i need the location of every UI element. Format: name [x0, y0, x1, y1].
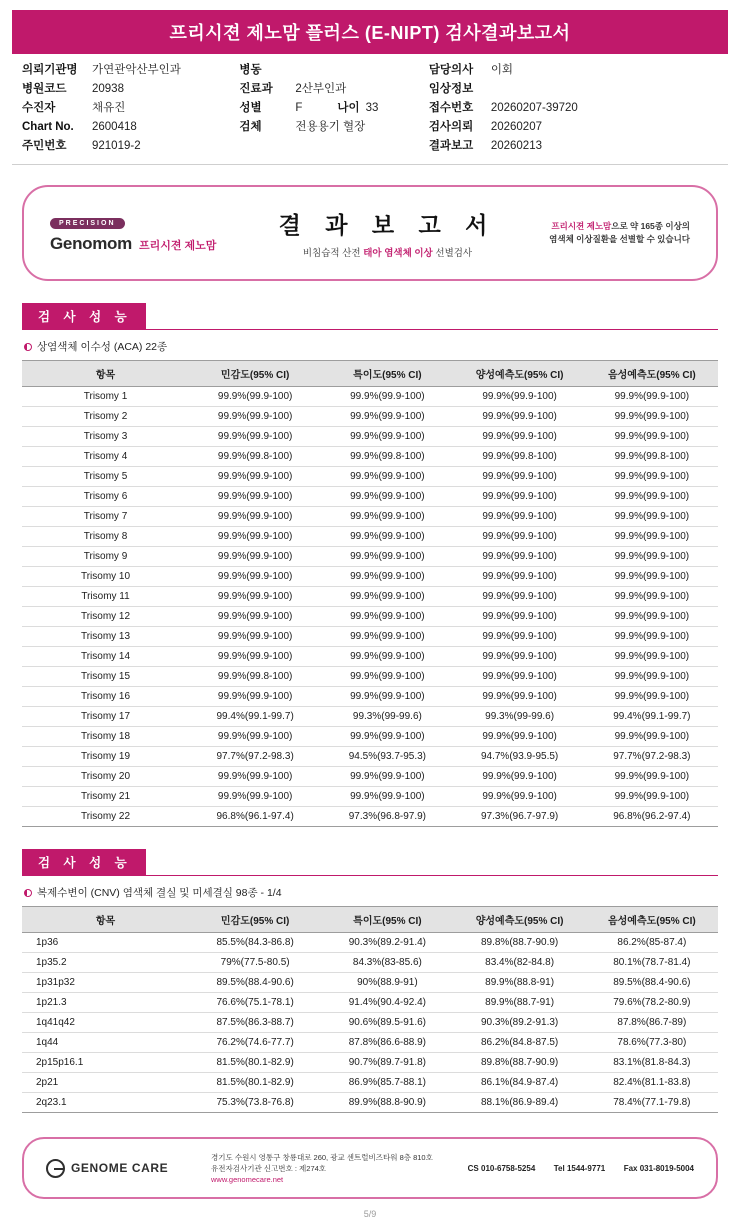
fax-value: 031-8019-5004: [639, 1163, 694, 1173]
column-header-npv: 음성예측도(95% CI): [586, 907, 718, 933]
section-title-aca: 검 사 성 능: [22, 303, 146, 329]
cell-ppv: 99.9%(99.9-100): [454, 427, 586, 447]
patient-field-institution: [22, 62, 239, 78]
table-row: [22, 727, 718, 747]
field-value: 20938: [92, 83, 124, 95]
cell-npv: 99.9%(99.9-100): [586, 787, 718, 807]
website-link[interactable]: www.genomecare.net: [211, 1174, 284, 1184]
cell-ppv: 99.9%(99.9-100): [454, 567, 586, 587]
cell-npv: 99.4%(99.1-99.7): [586, 707, 718, 727]
field-value: 이회: [490, 64, 514, 76]
cell-ppv: 99.9%(99.9-100): [454, 547, 586, 567]
field-value: 20260207: [490, 121, 542, 133]
cell-specificity: 91.4%(90.4-92.4): [321, 993, 453, 1013]
cell-item: 1p31p32: [22, 973, 189, 993]
cell-sensitivity: 99.9%(99.9-100): [189, 387, 321, 407]
cell-sensitivity: 99.4%(99.1-99.7): [189, 707, 321, 727]
coverage-note: [510, 220, 690, 246]
table-row: [22, 607, 718, 627]
table-row: [22, 567, 718, 587]
cell-item: 1q44: [22, 1033, 189, 1053]
cs-label: CS: [467, 1163, 479, 1173]
table-row: [22, 447, 718, 467]
cell-npv: 99.9%(99.8-100): [586, 447, 718, 467]
cell-ppv: 97.3%(96.7-97.9): [454, 807, 586, 827]
cell-specificity: 90.6%(89.5-91.6): [321, 1013, 453, 1033]
patient-field-accession-no: [429, 100, 718, 116]
cell-ppv: 99.9%(99.9-100): [454, 587, 586, 607]
field-label: 성별: [239, 102, 262, 114]
column-header-npv: 음성예측도(95% CI): [586, 361, 718, 387]
cell-npv: 80.1%(78.7-81.4): [586, 953, 718, 973]
section-note-cnv: [24, 885, 718, 900]
section-note-aca: [24, 339, 718, 354]
page-title: 프리시젼 제노맘 플러스 (E-NIPT) 검사결과보고서: [12, 10, 728, 54]
cell-specificity: 99.9%(99.9-100): [321, 647, 453, 667]
report-title-card: [22, 185, 718, 281]
table-row: [22, 933, 718, 953]
patient-info-column-1: [22, 62, 239, 154]
cell-ppv: 99.9%(99.9-100): [454, 507, 586, 527]
table-body-cnv: [22, 933, 718, 1113]
field-label: Chart No.: [22, 121, 74, 133]
field-value: 가연관악산부인과: [92, 64, 181, 76]
patient-field-doctor: [429, 62, 718, 78]
table-row: [22, 547, 718, 567]
cell-sensitivity: 81.5%(80.1-82.9): [189, 1073, 321, 1093]
table-row: [22, 387, 718, 407]
patient-info-column-2: [239, 62, 428, 154]
coverage-note-brand: 프리시젼 제노맘: [551, 221, 612, 231]
cell-npv: 99.9%(99.9-100): [586, 387, 718, 407]
tel-label: Tel: [553, 1163, 565, 1173]
cell-npv: 99.9%(99.9-100): [586, 587, 718, 607]
table-row: [22, 407, 718, 427]
cell-ppv: 89.8%(88.7-90.9): [454, 933, 586, 953]
table-row: [22, 707, 718, 727]
field-label: 담당의사: [428, 64, 474, 76]
cell-npv: 99.9%(99.9-100): [586, 607, 718, 627]
cell-npv: 99.9%(99.9-100): [586, 467, 718, 487]
cell-specificity: 99.9%(99.8-100): [321, 447, 453, 467]
field-label: 주민번호: [22, 140, 67, 152]
cell-sensitivity: 99.9%(99.9-100): [189, 727, 321, 747]
field-label: 의뢰기관명: [22, 64, 78, 76]
cell-npv: 99.9%(99.9-100): [586, 427, 718, 447]
table-header-row: [22, 361, 718, 387]
bullet-icon: [24, 889, 32, 897]
field-label: 수진자: [22, 102, 56, 114]
cs-value: 010-6758-5254: [481, 1163, 536, 1173]
cell-specificity: 97.3%(96.8-97.9): [321, 807, 453, 827]
report-sub-suffix: 선별검사: [432, 248, 473, 259]
cell-sensitivity: 99.9%(99.9-100): [189, 607, 321, 627]
field-label: 병동: [239, 64, 262, 76]
cell-item: 2p15p16.1: [22, 1053, 189, 1073]
cell-npv: 99.9%(99.9-100): [586, 407, 718, 427]
table-row: [22, 1053, 718, 1073]
report-subheading: [265, 245, 510, 259]
cell-item: Trisomy 13: [22, 627, 189, 647]
cell-ppv: 99.3%(99-99.6): [454, 707, 586, 727]
cell-ppv: 99.9%(99.9-100): [454, 527, 586, 547]
cell-npv: 97.7%(97.2-98.3): [586, 747, 718, 767]
cell-item: Trisomy 16: [22, 687, 189, 707]
patient-info-column-3: [429, 62, 718, 154]
cell-sensitivity: 99.9%(99.9-100): [189, 787, 321, 807]
column-header-ppv: 양성예측도(95% CI): [454, 361, 586, 387]
column-header-sensitivity: 민감도(95% CI): [189, 361, 321, 387]
cell-item: Trisomy 21: [22, 787, 189, 807]
cell-item: Trisomy 19: [22, 747, 189, 767]
cell-ppv: 86.2%(84.8-87.5): [454, 1033, 586, 1053]
cell-sensitivity: 99.9%(99.9-100): [189, 487, 321, 507]
cell-npv: 99.9%(99.9-100): [586, 727, 718, 747]
cell-ppv: 94.7%(93.9-95.5): [454, 747, 586, 767]
cell-ppv: 99.9%(99.9-100): [454, 627, 586, 647]
patient-field-request-date: [429, 119, 718, 135]
cell-sensitivity: 89.5%(88.4-90.6): [189, 973, 321, 993]
patient-field-sex-age: [239, 100, 428, 116]
field-label: 검체: [239, 121, 262, 133]
field-value: 채유진: [92, 102, 126, 114]
cell-sensitivity: 81.5%(80.1-82.9): [189, 1053, 321, 1073]
cell-item: 2q23.1: [22, 1093, 189, 1113]
cell-item: Trisomy 10: [22, 567, 189, 587]
patient-field-report-date: [429, 138, 718, 154]
cell-sensitivity: 85.5%(84.3-86.8): [189, 933, 321, 953]
cell-sensitivity: 99.9%(99.9-100): [189, 527, 321, 547]
cell-sensitivity: 76.2%(74.6-77.7): [189, 1033, 321, 1053]
footer-card: [22, 1137, 718, 1199]
table-header-row: [22, 907, 718, 933]
genome-care-logo: [46, 1159, 211, 1178]
table-cnv: [22, 906, 718, 1113]
footer-contact: [468, 1164, 694, 1173]
cell-sensitivity: 99.9%(99.9-100): [189, 587, 321, 607]
field-value: 2산부인과: [295, 83, 347, 95]
cell-npv: 79.6%(78.2-80.9): [586, 993, 718, 1013]
section-title-cnv: 검 사 성 능: [22, 849, 146, 875]
report-sub-highlight: 태아 염색체 이상: [363, 248, 433, 259]
cell-specificity: 94.5%(93.7-95.3): [321, 747, 453, 767]
cell-item: Trisomy 7: [22, 507, 189, 527]
patient-info-block: [12, 54, 728, 165]
cell-sensitivity: 76.6%(75.1-78.1): [189, 993, 321, 1013]
cell-sensitivity: 99.9%(99.9-100): [189, 767, 321, 787]
cell-sensitivity: 99.9%(99.9-100): [189, 647, 321, 667]
cell-ppv: 89.8%(88.7-90.9): [454, 1053, 586, 1073]
cell-specificity: 99.9%(99.9-100): [321, 767, 453, 787]
address-line-2: 유전자검사기관 신고번호 : 제274호: [211, 1163, 327, 1173]
cell-item: Trisomy 17: [22, 707, 189, 727]
cell-sensitivity: 99.9%(99.9-100): [189, 687, 321, 707]
patient-field-department: [239, 81, 428, 97]
table-row: [22, 1033, 718, 1053]
table-aca: [22, 360, 718, 827]
cell-ppv: 90.3%(89.2-91.3): [454, 1013, 586, 1033]
cell-specificity: 99.9%(99.9-100): [321, 407, 453, 427]
cell-npv: 99.9%(99.9-100): [586, 567, 718, 587]
column-header-sensitivity: 민감도(95% CI): [189, 907, 321, 933]
column-header-item: 항목: [22, 907, 189, 933]
cell-specificity: 99.9%(99.9-100): [321, 567, 453, 587]
section-aca: [22, 303, 718, 827]
cell-sensitivity: 99.9%(99.9-100): [189, 547, 321, 567]
cell-npv: 99.9%(99.9-100): [586, 687, 718, 707]
table-row: [22, 973, 718, 993]
cell-sensitivity: 99.9%(99.9-100): [189, 407, 321, 427]
cell-ppv: 99.9%(99.9-100): [454, 767, 586, 787]
cell-specificity: 89.9%(88.8-90.9): [321, 1093, 453, 1113]
bullet-icon: [24, 343, 32, 351]
section-note-text: 상염색체 이수성 (ACA) 22종: [37, 341, 168, 353]
patient-field-chart-no: [22, 119, 239, 135]
cell-ppv: 86.1%(84.9-87.4): [454, 1073, 586, 1093]
field-value: 20260213: [490, 140, 542, 152]
patient-field-clinical-info: [429, 81, 718, 97]
cell-specificity: 99.9%(99.9-100): [321, 467, 453, 487]
cell-specificity: 99.9%(99.9-100): [321, 627, 453, 647]
table-row: [22, 953, 718, 973]
cell-sensitivity: 99.9%(99.9-100): [189, 567, 321, 587]
cell-sensitivity: 99.9%(99.9-100): [189, 467, 321, 487]
report-page: [0, 10, 740, 1229]
table-row: [22, 687, 718, 707]
cell-item: Trisomy 8: [22, 527, 189, 547]
cell-specificity: 99.9%(99.9-100): [321, 507, 453, 527]
cell-specificity: 99.9%(99.9-100): [321, 687, 453, 707]
precision-badge: PRECISION: [50, 218, 125, 229]
column-header-item: 항목: [22, 361, 189, 387]
patient-field-hospital-code: [22, 81, 239, 97]
fax-label: Fax: [623, 1163, 638, 1173]
cell-ppv: 99.9%(99.9-100): [454, 667, 586, 687]
brand-logo: [50, 212, 265, 254]
tel-value: 1544-9771: [566, 1163, 606, 1173]
cell-npv: 89.5%(88.4-90.6): [586, 973, 718, 993]
cell-specificity: 99.9%(99.9-100): [321, 427, 453, 447]
report-heading: 결 과 보 고 서: [278, 212, 497, 238]
table-row: [22, 647, 718, 667]
cell-npv: 99.9%(99.9-100): [586, 547, 718, 567]
cell-ppv: 99.9%(99.9-100): [454, 647, 586, 667]
cell-ppv: 99.9%(99.9-100): [454, 407, 586, 427]
field-value: 921019-2: [92, 140, 141, 152]
cell-sensitivity: 99.9%(99.8-100): [189, 447, 321, 467]
report-title-center: [265, 207, 510, 259]
field-label: 임상정보: [428, 83, 474, 95]
cell-item: Trisomy 1: [22, 387, 189, 407]
patient-field-specimen: [239, 119, 428, 135]
cell-item: Trisomy 22: [22, 807, 189, 827]
cell-ppv: 99.9%(99.9-100): [454, 607, 586, 627]
cell-item: Trisomy 15: [22, 667, 189, 687]
cell-item: Trisomy 12: [22, 607, 189, 627]
cell-ppv: 89.9%(88.7-91): [454, 993, 586, 1013]
table-row: [22, 747, 718, 767]
field-label: 결과보고: [428, 140, 474, 152]
cell-sensitivity: 99.9%(99.8-100): [189, 667, 321, 687]
cell-sensitivity: 96.8%(96.1-97.4): [189, 807, 321, 827]
cell-ppv: 99.9%(99.8-100): [454, 447, 586, 467]
cell-sensitivity: 99.9%(99.9-100): [189, 427, 321, 447]
table-row: [22, 667, 718, 687]
cell-specificity: 99.9%(99.9-100): [321, 487, 453, 507]
cell-npv: 99.9%(99.9-100): [586, 527, 718, 547]
table-body-aca: [22, 387, 718, 827]
cell-npv: 99.9%(99.9-100): [586, 767, 718, 787]
column-header-ppv: 양성예측도(95% CI): [454, 907, 586, 933]
section-header-aca: [22, 303, 718, 330]
coverage-note-line1: 으로 약 165종 이상의: [611, 221, 690, 231]
cell-item: Trisomy 5: [22, 467, 189, 487]
field-label: 검사의뢰: [428, 121, 474, 133]
patient-field-name: [22, 100, 239, 116]
cell-npv: 83.1%(81.8-84.3): [586, 1053, 718, 1073]
cell-npv: 99.9%(99.9-100): [586, 647, 718, 667]
cell-ppv: 83.4%(82-84.8): [454, 953, 586, 973]
cell-item: Trisomy 11: [22, 587, 189, 607]
cell-specificity: 99.3%(99-99.6): [321, 707, 453, 727]
cell-specificity: 99.9%(99.9-100): [321, 587, 453, 607]
page-number: 5/9: [363, 1209, 377, 1219]
column-header-specificity: 특이도(95% CI): [321, 361, 453, 387]
cell-item: Trisomy 18: [22, 727, 189, 747]
cell-npv: 82.4%(81.1-83.8): [586, 1073, 718, 1093]
table-row: [22, 587, 718, 607]
cell-npv: 99.9%(99.9-100): [586, 487, 718, 507]
table-row: [22, 507, 718, 527]
field-label: 병원코드: [22, 83, 67, 95]
cell-ppv: 99.9%(99.9-100): [454, 467, 586, 487]
cell-npv: 99.9%(99.9-100): [586, 667, 718, 687]
cell-npv: 96.8%(96.2-97.4): [586, 807, 718, 827]
table-row: [22, 1073, 718, 1093]
cell-specificity: 99.9%(99.9-100): [321, 527, 453, 547]
cell-npv: 99.9%(99.9-100): [586, 507, 718, 527]
cell-specificity: 99.9%(99.9-100): [321, 727, 453, 747]
brand-name-korean: 프리시젼 제노맘: [138, 240, 217, 252]
cell-item: Trisomy 3: [22, 427, 189, 447]
footer-address: [211, 1152, 468, 1185]
column-header-specificity: 특이도(95% CI): [321, 907, 453, 933]
cell-ppv: 99.9%(99.9-100): [454, 787, 586, 807]
field-value: 전용용기 혈장: [295, 121, 366, 133]
field-value: 20260207-39720: [490, 102, 578, 114]
genome-care-mark-icon: [46, 1159, 65, 1178]
cell-specificity: 84.3%(83-85.6): [321, 953, 453, 973]
patient-field-resident-no: [22, 138, 239, 154]
cell-specificity: 90.3%(89.2-91.4): [321, 933, 453, 953]
cell-specificity: 87.8%(86.6-88.9): [321, 1033, 453, 1053]
cell-item: 1p36: [22, 933, 189, 953]
field-value-sex: F: [295, 102, 303, 114]
table-row: [22, 427, 718, 447]
table-row: [22, 993, 718, 1013]
cell-item: Trisomy 4: [22, 447, 189, 467]
cell-specificity: 99.9%(99.9-100): [321, 607, 453, 627]
cell-specificity: 90%(88.9-91): [321, 973, 453, 993]
field-value: 2600418: [92, 121, 137, 133]
address-line-1: 경기도 수원시 영통구 창룡대로 260, 광교 센트럴비즈타워 8층 810호: [211, 1152, 433, 1162]
cell-npv: 78.4%(77.1-79.8): [586, 1093, 718, 1113]
cell-ppv: 99.9%(99.9-100): [454, 687, 586, 707]
cell-sensitivity: 75.3%(73.8-76.8): [189, 1093, 321, 1113]
cell-item: Trisomy 14: [22, 647, 189, 667]
section-note-text: 복제수변이 (CNV) 염색체 결실 및 미세결실 98종 - 1/4: [37, 887, 282, 899]
cell-item: 1p35.2: [22, 953, 189, 973]
coverage-note-line2: 염색체 이상질환을 선별할 수 있습니다: [549, 234, 690, 244]
table-row: [22, 487, 718, 507]
table-row: [22, 1013, 718, 1033]
cell-ppv: 89.9%(88.8-91): [454, 973, 586, 993]
cell-sensitivity: 99.9%(99.9-100): [189, 507, 321, 527]
cell-specificity: 90.7%(89.7-91.8): [321, 1053, 453, 1073]
field-label: 접수번호: [428, 102, 474, 114]
genome-care-name: GENOME CARE: [71, 1161, 169, 1175]
field-value-age: 33: [365, 102, 379, 114]
field-label: 진료과: [239, 83, 273, 95]
cell-sensitivity: 99.9%(99.9-100): [189, 627, 321, 647]
report-sub-prefix: 비침습적 산전: [302, 248, 364, 259]
table-row: [22, 807, 718, 827]
cell-npv: 78.6%(77.3-80): [586, 1033, 718, 1053]
cell-npv: 87.8%(86.7-89): [586, 1013, 718, 1033]
cell-specificity: 99.9%(99.9-100): [321, 547, 453, 567]
cell-npv: 86.2%(85-87.4): [586, 933, 718, 953]
cell-npv: 99.9%(99.9-100): [586, 627, 718, 647]
cell-specificity: 99.9%(99.9-100): [321, 787, 453, 807]
cell-ppv: 99.9%(99.9-100): [454, 387, 586, 407]
cell-item: 1p21.3: [22, 993, 189, 1013]
cell-item: Trisomy 9: [22, 547, 189, 567]
table-row: [22, 787, 718, 807]
cell-ppv: 99.9%(99.9-100): [454, 487, 586, 507]
cell-sensitivity: 97.7%(97.2-98.3): [189, 747, 321, 767]
table-row: [22, 767, 718, 787]
cell-sensitivity: 87.5%(86.3-88.7): [189, 1013, 321, 1033]
cell-ppv: 88.1%(86.9-89.4): [454, 1093, 586, 1113]
patient-field-ward: [239, 62, 428, 78]
section-cnv: [22, 849, 718, 1113]
cell-specificity: 86.9%(85.7-88.1): [321, 1073, 453, 1093]
section-header-cnv: [22, 849, 718, 876]
cell-item: 2p21: [22, 1073, 189, 1093]
cell-item: Trisomy 6: [22, 487, 189, 507]
table-row: [22, 627, 718, 647]
cell-ppv: 99.9%(99.9-100): [454, 727, 586, 747]
cell-specificity: 99.9%(99.9-100): [321, 387, 453, 407]
cell-specificity: 99.9%(99.9-100): [321, 667, 453, 687]
cell-sensitivity: 79%(77.5-80.5): [189, 953, 321, 973]
table-row: [22, 1093, 718, 1113]
cell-item: 1q41q42: [22, 1013, 189, 1033]
field-label-age: 나이: [337, 102, 360, 114]
cell-item: Trisomy 20: [22, 767, 189, 787]
table-row: [22, 527, 718, 547]
brand-name: Genomom: [50, 234, 132, 253]
table-row: [22, 467, 718, 487]
cell-item: Trisomy 2: [22, 407, 189, 427]
